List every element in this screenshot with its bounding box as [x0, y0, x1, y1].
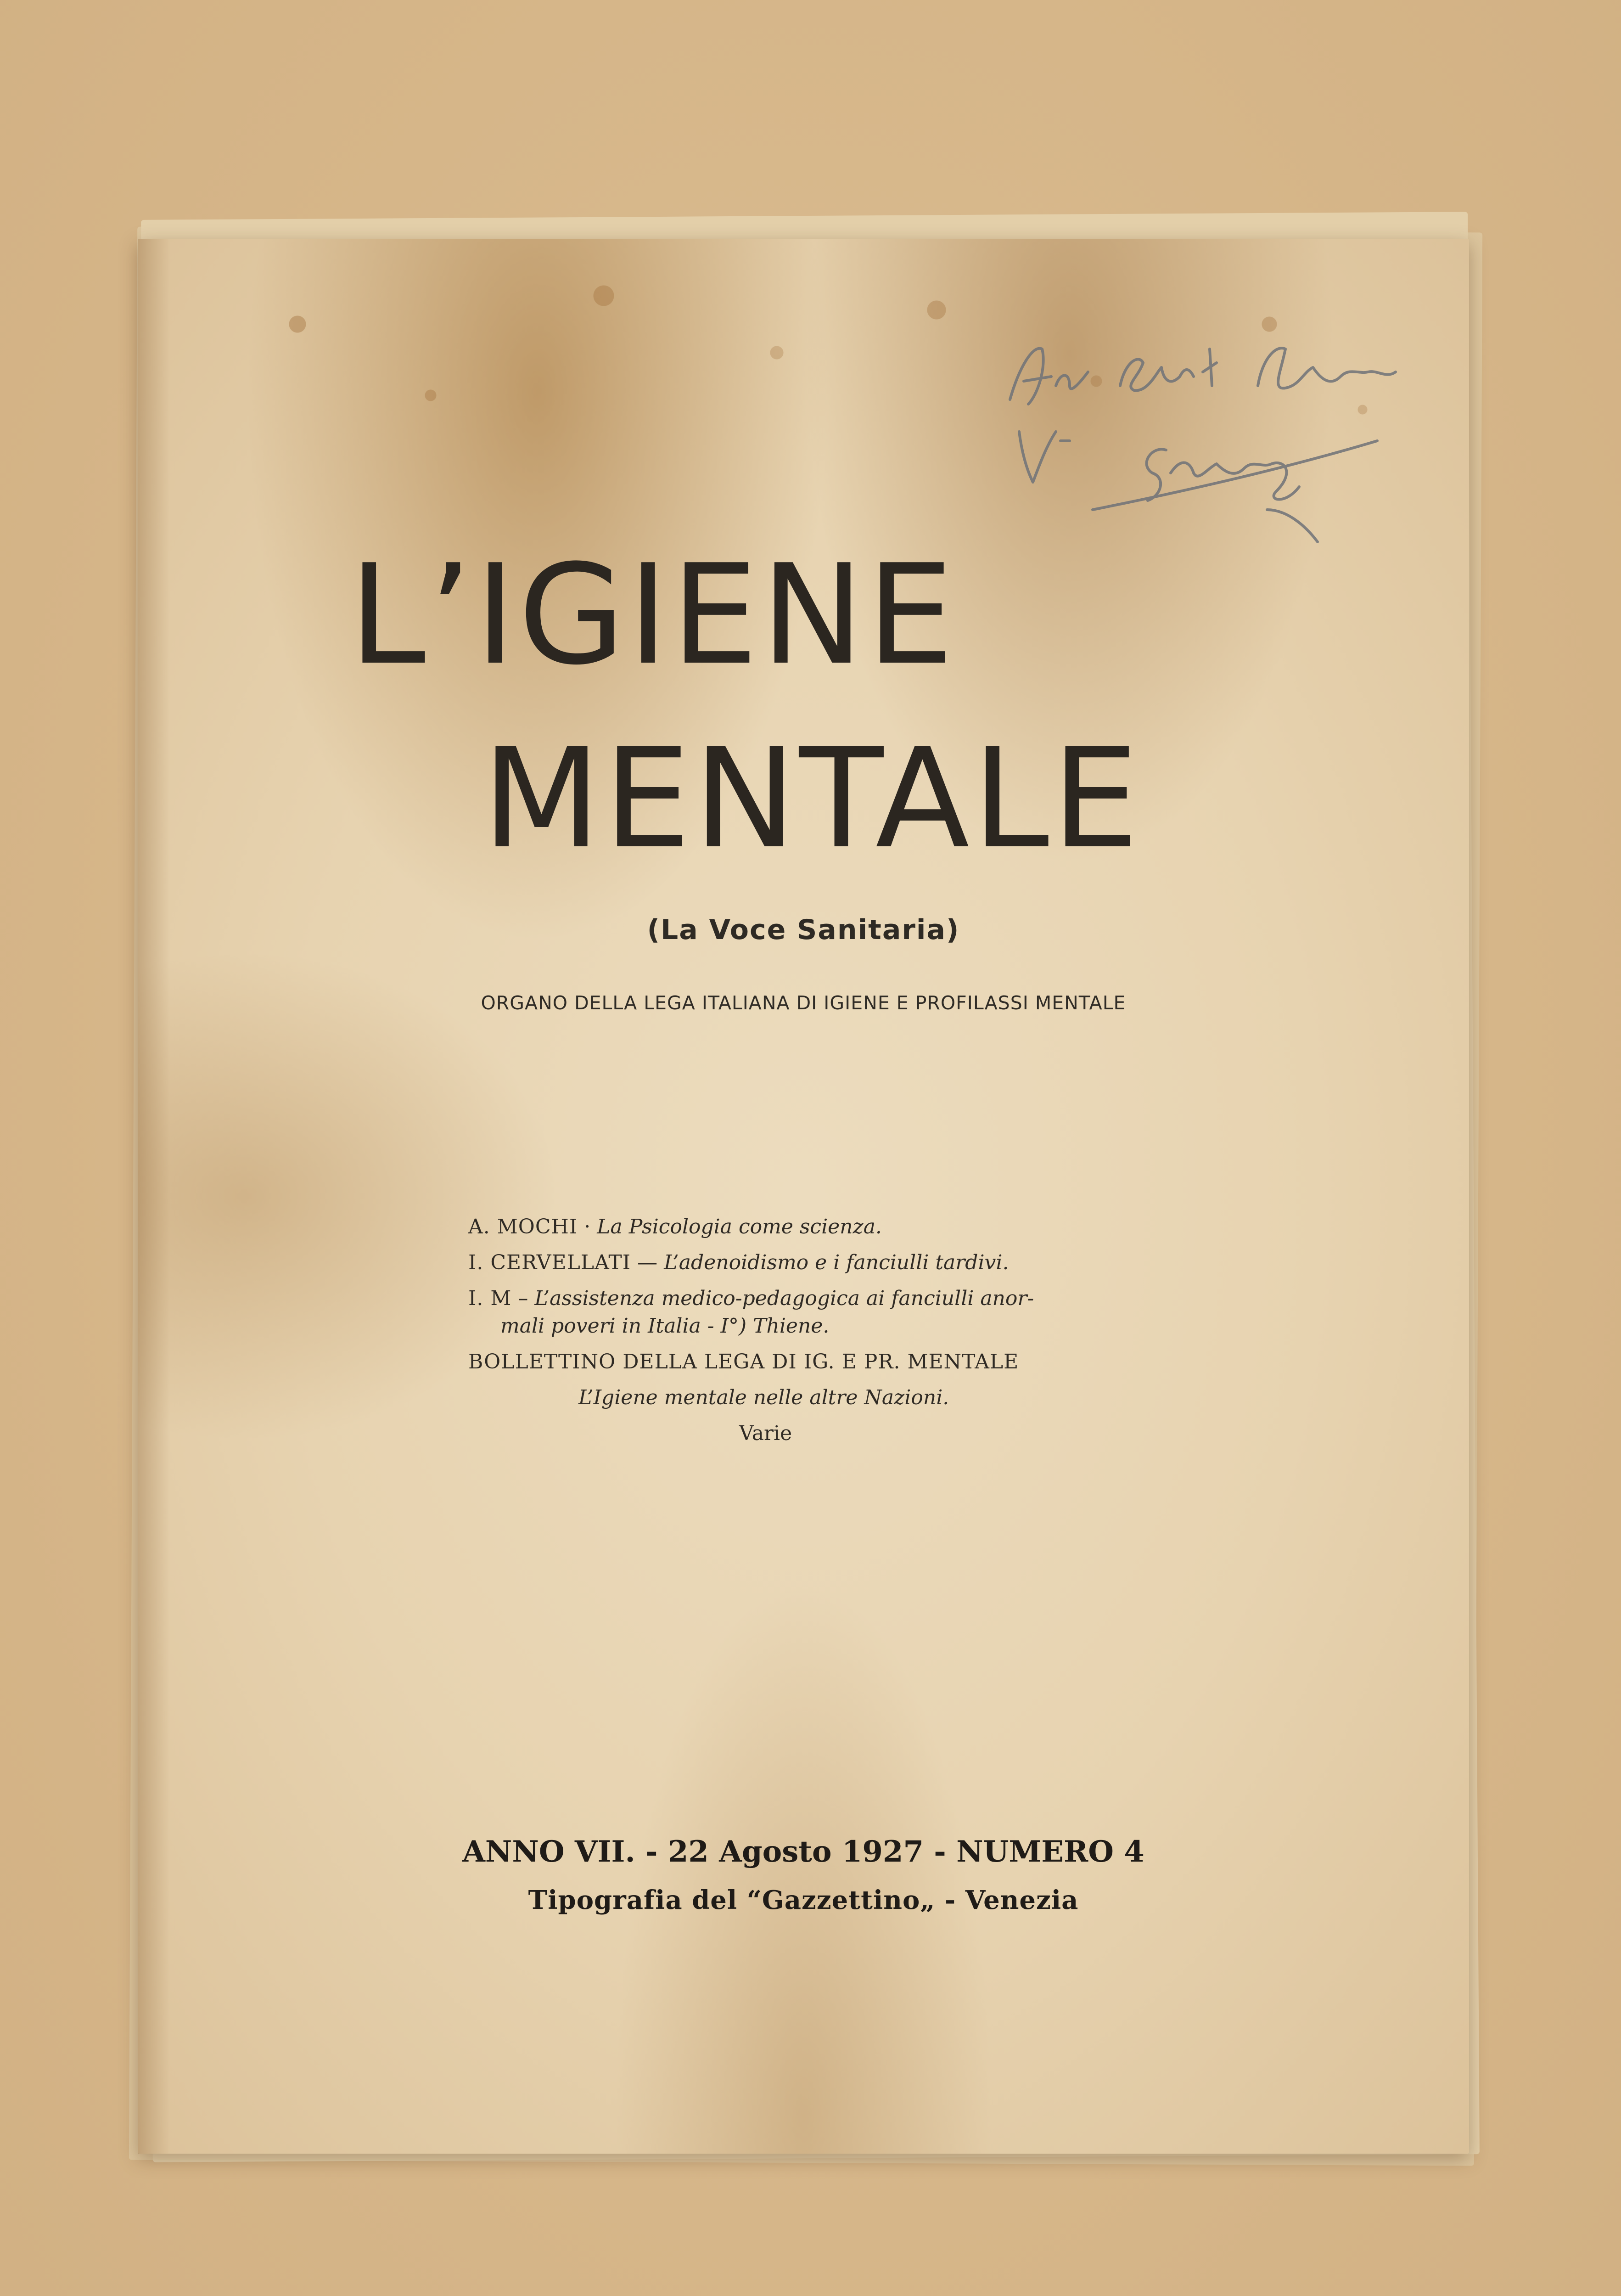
entry-article: L’adenoidismo e i fanciulli tardivi.	[664, 1251, 1009, 1274]
subtitle: (La Voce Sanitaria)	[647, 914, 960, 946]
entry-separator: –	[518, 1287, 528, 1310]
issue-info: ANNO VII. - 22 Agosto 1927 - NUMERO 4	[462, 1835, 1144, 1869]
misc-section: Varie	[739, 1422, 792, 1445]
entry-article: L’assistenza medico-pedagogica ai fanciulli anor-	[534, 1287, 1034, 1310]
title-line-2: MENTALE	[482, 719, 1142, 879]
entry-separator: ·	[584, 1215, 591, 1238]
entry-separator: —	[637, 1251, 658, 1274]
contents-entry	[468, 1289, 1249, 1336]
pencil-handwriting-signature	[1001, 294, 1483, 569]
entry-author: A. MOCHI	[468, 1215, 578, 1238]
title-line-1: L’IGIENE	[349, 535, 957, 695]
entry-article-continuation: mali poveri in Italia - I°) Thiene.	[500, 1314, 830, 1338]
printer-info: Tipografia del “Gazzettino„ - Venezia	[528, 1885, 1079, 1915]
magazine-cover	[138, 239, 1469, 2154]
bulletin-subsection: L’Igiene mentale nelle altre Nazioni.	[578, 1386, 949, 1409]
entry-author: I. M	[468, 1287, 512, 1310]
contents-entry	[468, 1217, 1249, 1237]
organ-statement: ORGANO DELLA LEGA ITALIANA DI IGIENE E PROFILASSI MENTALE	[481, 992, 1126, 1014]
contents-entry	[468, 1253, 1249, 1273]
entry-author: I. CERVELLATI	[468, 1251, 631, 1274]
bulletin-heading: BOLLETTINO DELLA LEGA DI IG. E PR. MENTALE	[468, 1350, 1019, 1373]
entry-article: La Psicologia come scienza.	[597, 1215, 882, 1238]
table-of-contents	[468, 1217, 1249, 1444]
